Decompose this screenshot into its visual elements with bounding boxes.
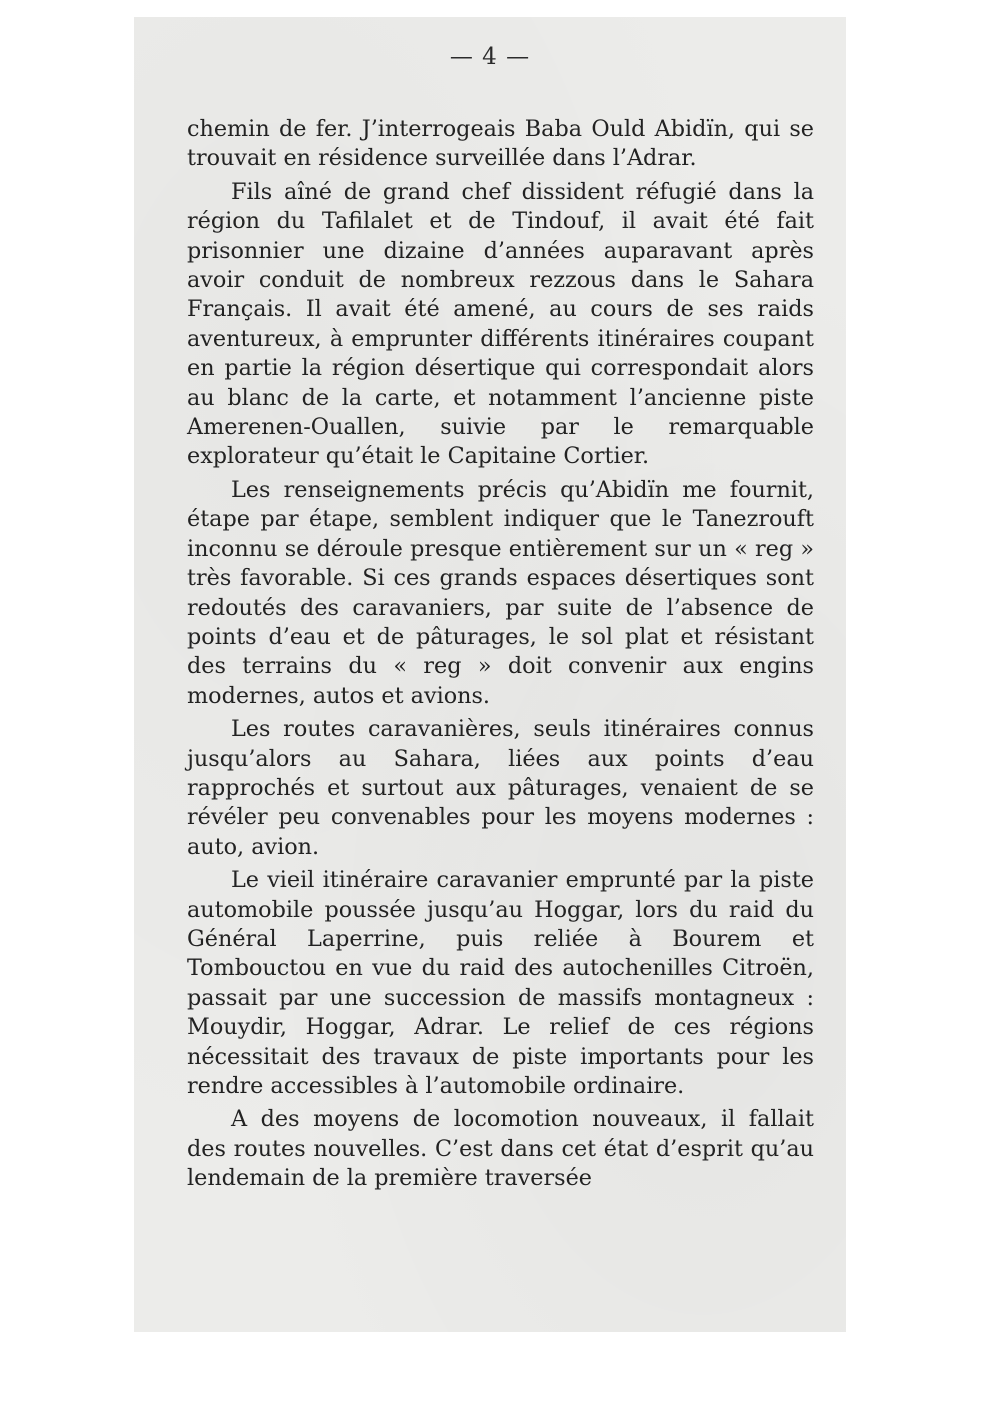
body-text <box>187 115 814 1198</box>
paragraph-3: Les renseignements précis qu’Abidïn me fournit, étape par étape, semblent indiquer que le Tanezrouft inconnu se déroule presque entièrement sur un « reg » très favorable. Si ces grands espaces désertiques sont redoutés des caravaniers, par suite de l’absence de points d’eau et de pâturages, le sol plat et résistant des terrains du « reg » doit convenir aux engins modernes, autos et avions. <box>187 476 814 709</box>
paragraph-5: Le vieil itinéraire caravanier emprunté par la piste automobile poussée jusqu’au Hoggar, lors du raid du Général Laperrine, puis reliée à Bourem et Tombouctou en vue du raid des autochenilles Citroën, passait par une succession de massifs montagneux : Mouydir, Hoggar, Adrar. Le relief de ces régions nécessitait des travaux de piste importants pour les rendre accessibles à l’automobile ordinaire. <box>187 867 814 1099</box>
paragraph-6: A des moyens de locomotion nouveaux, il fallait des routes nouvelles. C’est dans cet état d’esprit qu’au lendemain de la première traversée <box>187 1106 814 1192</box>
paragraph-1: chemin de fer. J’interrogeais Baba Ould Abidïn, qui se trouvait en résidence surveillée dans l’Adrar. <box>187 116 814 172</box>
paragraph-4: Les routes caravanières, seuls itinéraires connus jusqu’alors au Sahara, liées aux points d’eau rapprochés et surtout aux pâturages, venaient de se révéler peu convenables pour les moyens modernes : auto, avion. <box>187 716 814 860</box>
page-number: — 4 — <box>449 44 531 70</box>
paragraph-2: Fils aîné de grand chef dissident réfugié dans la région du Tafilalet et de Tindouf, il avait été fait prisonnier une dizaine d’années auparavant après avoir conduit de nombreux rezzous dans le Sahara Français. Il avait été amené, au cours de ses raids aventureux, à emprunter différents itinéraires coupant en partie la région désertique qui correspondait alors au blanc de la carte, et notamment l’ancienne piste Amerenen-Ouallen, suivie par le remarquable explorateur qu’était le Capitaine Cortier. <box>187 178 814 470</box>
